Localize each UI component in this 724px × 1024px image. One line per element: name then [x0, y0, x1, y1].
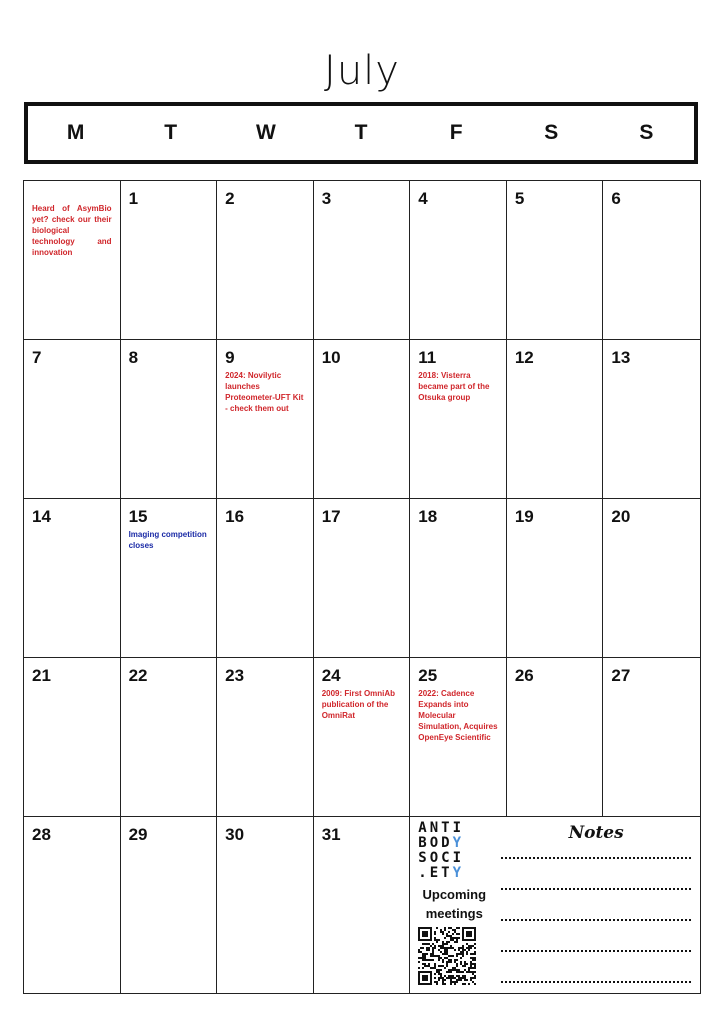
day-number: 24 [321, 666, 341, 685]
day-number: 22 [128, 666, 148, 685]
day-cell[interactable] [603, 658, 700, 817]
day-number: 27 [611, 666, 631, 685]
day-cell[interactable] [121, 340, 218, 499]
day-cell[interactable] [217, 181, 314, 340]
logo-row-3: SOCI [418, 850, 464, 866]
weekday-sun: S [639, 121, 654, 144]
day-cell[interactable] [410, 658, 507, 817]
weekday-header [24, 102, 698, 164]
event-note: Heard of AsymBio yet? check our their biological technology and innovation [32, 204, 112, 257]
day-cell[interactable] [507, 499, 604, 658]
day-number: 13 [611, 348, 631, 367]
day-number: 12 [514, 348, 534, 367]
notes-line[interactable] [501, 857, 691, 859]
day-number: 28 [32, 825, 51, 844]
day-cell[interactable] [314, 181, 411, 340]
notes-title: Notes [568, 823, 624, 843]
day-cell[interactable] [24, 181, 121, 340]
day-cell[interactable] [121, 817, 218, 993]
day-cell[interactable] [24, 340, 121, 499]
event-note: 2009: First OmniAb publication of the OmniRat [321, 689, 396, 720]
antibody-society-logo [418, 821, 464, 881]
notes-line[interactable] [501, 919, 691, 921]
info-panel [410, 817, 700, 993]
day-number: 3 [321, 189, 332, 208]
day-cell[interactable] [410, 340, 507, 499]
day-number: 31 [321, 825, 341, 844]
day-cell[interactable] [121, 658, 218, 817]
day-number: 19 [514, 507, 534, 526]
day-number: 5 [514, 189, 525, 208]
weekday-wed: W [255, 121, 276, 144]
day-number: 2 [225, 189, 235, 208]
notes-line[interactable] [501, 888, 691, 890]
day-number: 30 [225, 825, 245, 844]
day-number: 17 [321, 507, 341, 526]
event-note: Imaging competition closes [128, 530, 207, 550]
day-number: 26 [514, 666, 534, 685]
event-note: 2018: Visterra became part of the Otsuka group [418, 371, 490, 402]
day-number: 15 [128, 507, 148, 526]
weekday-mon: M [66, 121, 85, 144]
day-number: 6 [611, 189, 621, 208]
day-number: 18 [418, 507, 438, 526]
logo-row-4: .ETY [418, 865, 465, 881]
day-cell[interactable] [507, 658, 604, 817]
weekday-thu: T [354, 121, 368, 144]
day-number: 7 [32, 348, 42, 367]
weekday-tue: T [164, 121, 178, 144]
day-number: 20 [611, 507, 631, 526]
day-cell[interactable] [603, 499, 700, 658]
day-cell[interactable] [121, 499, 218, 658]
day-cell[interactable] [507, 181, 604, 340]
day-cell[interactable] [314, 658, 411, 817]
notes-line[interactable] [501, 981, 691, 983]
day-cell[interactable] [217, 658, 314, 817]
day-number: 1 [128, 189, 139, 208]
day-number: 4 [418, 189, 428, 208]
day-number: 23 [225, 666, 245, 685]
day-cell[interactable] [24, 817, 121, 993]
day-number: 9 [225, 348, 235, 367]
logo-row-1: ANTI [418, 820, 464, 836]
day-cell[interactable] [217, 817, 314, 993]
weekday-sat: S [544, 121, 559, 144]
day-number: 21 [32, 666, 51, 685]
day-cell[interactable] [217, 499, 314, 658]
day-cell[interactable] [410, 181, 507, 340]
event-note: 2022: Cadence Expands into Molecular Simulation, Acquires OpenEye Scientific [418, 689, 498, 742]
day-cell[interactable] [217, 340, 314, 499]
day-cell[interactable] [121, 181, 218, 340]
day-number: 11 [418, 348, 437, 367]
notes-section [490, 821, 694, 987]
day-number: 29 [128, 825, 148, 844]
qr-code-icon[interactable] [418, 927, 476, 985]
day-cell[interactable] [314, 499, 411, 658]
day-number: 10 [321, 348, 341, 367]
day-cell[interactable] [314, 817, 411, 993]
day-cell[interactable] [314, 340, 411, 499]
day-number: 16 [225, 507, 245, 526]
day-number: 14 [32, 507, 51, 526]
day-cell[interactable] [410, 499, 507, 658]
upcoming-meetings-label: Upcoming meetings [422, 887, 487, 921]
logo-row-2: BODY [418, 835, 465, 851]
day-cell[interactable] [24, 499, 121, 658]
event-note: 2024: Novilytic launches Proteometer-UFT Kit - check them out [225, 371, 304, 413]
day-cell[interactable] [24, 658, 121, 817]
weekday-fri: F [449, 121, 463, 144]
day-number: 8 [128, 348, 139, 367]
month-title: July [324, 48, 400, 94]
notes-line[interactable] [501, 950, 691, 952]
day-cell[interactable] [603, 340, 700, 499]
society-panel [418, 821, 490, 987]
day-cell[interactable] [507, 340, 604, 499]
day-number: 25 [418, 666, 438, 685]
day-cell[interactable] [603, 181, 700, 340]
calendar-grid [23, 180, 701, 994]
